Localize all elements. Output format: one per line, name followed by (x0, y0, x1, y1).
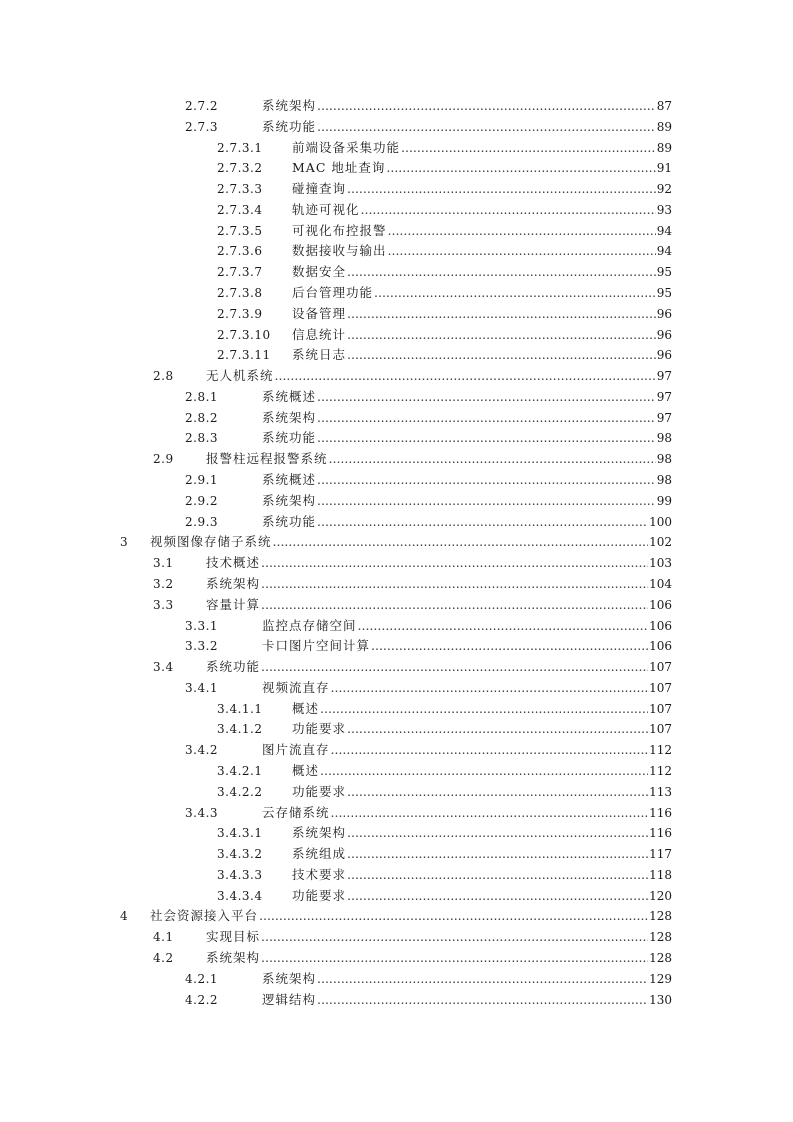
toc-entry-2-8[interactable] (0, 366, 793, 386)
dot-leader (347, 865, 648, 885)
toc-entry-page: 96 (656, 348, 672, 363)
toc-entry-title: 云存储系统 (262, 804, 330, 820)
toc-entry-body (206, 574, 672, 594)
toc-entry-3-1[interactable] (0, 553, 793, 573)
toc-entry-page: 128 (649, 950, 672, 965)
toc-entry-title: 数据安全 (292, 264, 347, 280)
toc-entry-body (150, 532, 672, 552)
dot-leader (347, 782, 648, 802)
toc-entry-page: 112 (649, 743, 672, 758)
toc-entry-number: 3 (120, 535, 129, 550)
toc-entry-2-7-3-5[interactable] (0, 221, 793, 241)
toc-entry-body (262, 491, 672, 511)
dot-leader (317, 387, 656, 407)
toc-entry-title: 系统概述 (262, 472, 317, 488)
toc-entry-body (206, 927, 672, 947)
toc-entry-3-4-1-1[interactable] (0, 699, 793, 719)
toc-entry-body (262, 740, 672, 760)
toc-entry-4-2-2[interactable] (0, 990, 793, 1010)
toc-entry-page: 87 (656, 99, 672, 113)
toc-entry-2-8-2[interactable] (0, 408, 793, 428)
toc-entry-3-4-3-1[interactable] (0, 823, 793, 843)
toc-entry-body (292, 221, 672, 241)
toc-entry-page: 95 (656, 286, 672, 301)
toc-entry-page: 107 (649, 722, 672, 737)
dot-leader (317, 96, 656, 116)
dot-leader (261, 927, 648, 947)
toc-entry-title: 技术概述 (206, 555, 261, 571)
dot-leader (317, 408, 656, 428)
dot-leader (401, 138, 656, 158)
toc-entry-body (206, 657, 672, 677)
toc-entry-page: 128 (649, 930, 672, 945)
toc-entry-number: 3.4.1.2 (217, 722, 263, 737)
toc-entry-number: 2.7.3.10 (217, 327, 271, 342)
toc-entry-body (262, 470, 672, 490)
toc-entry-2-9-1[interactable] (0, 470, 793, 490)
toc-entry-page: 92 (656, 182, 672, 197)
toc-entry-page: 107 (649, 660, 672, 675)
dot-leader (261, 595, 648, 615)
toc-entry-3-3[interactable] (0, 595, 793, 615)
toc-entry-number: 4 (120, 909, 129, 924)
toc-entry-title: 系统架构 (262, 492, 317, 508)
toc-entry-3-4-1-2[interactable] (0, 719, 793, 739)
toc-entry-page: 104 (649, 576, 672, 591)
toc-entry-3-3-2[interactable] (0, 636, 793, 656)
toc-entry-body (292, 823, 672, 843)
toc-entry-body (262, 512, 672, 532)
dot-leader (329, 449, 656, 469)
toc-entry-number: 2.8.2 (185, 410, 219, 425)
toc-entry-number: 3.4.2 (185, 743, 219, 758)
toc-entry-3-4-2[interactable] (0, 740, 793, 760)
toc-entry-number: 2.7.3.8 (217, 286, 263, 301)
toc-entry-body (292, 865, 672, 885)
toc-entry-number: 4.2.1 (185, 971, 219, 986)
toc-entry-body (262, 96, 672, 116)
dot-leader (347, 345, 656, 365)
toc-entry-number: 3.4.3.2 (217, 847, 263, 862)
toc-entry-title: 数据接收与输出 (292, 243, 387, 259)
toc-entry-number: 2.9.2 (185, 493, 219, 508)
toc-entry-page: 117 (649, 847, 672, 862)
dot-leader (331, 740, 649, 760)
toc-entry-body (206, 553, 672, 573)
toc-entry-number: 2.8 (153, 369, 174, 384)
toc-entry-page: 130 (649, 992, 672, 1007)
toc-entry-page: 89 (656, 140, 672, 155)
toc-entry-body (292, 138, 672, 158)
toc-entry-page: 94 (656, 244, 672, 259)
dot-leader (331, 803, 649, 823)
toc-entry-3-4-3-2[interactable] (0, 844, 793, 864)
toc-entry-3-4-3-4[interactable] (0, 886, 793, 906)
toc-entry-number: 2.9.1 (185, 473, 219, 488)
toc-entry-2-7-3-8[interactable] (0, 283, 793, 303)
toc-entry-number: 2.7.3.5 (217, 223, 263, 238)
toc-entry-body (292, 345, 672, 365)
dot-leader (371, 636, 648, 656)
dot-leader (388, 241, 656, 261)
toc-entry-title: 视频流直存 (262, 679, 330, 695)
toc-entry-body (292, 262, 672, 282)
toc-entry-page: 107 (649, 701, 672, 716)
toc-entry-number: 3.3.2 (185, 639, 219, 654)
toc-entry-page: 100 (649, 514, 672, 529)
toc-entry-body (292, 283, 672, 303)
toc-entry-body (292, 782, 672, 802)
toc-entry-body (150, 906, 672, 926)
toc-entry-title: 实现目标 (206, 929, 261, 945)
toc-entry-title: 系统架构 (262, 409, 317, 425)
dot-leader (317, 428, 656, 448)
toc-entry-number: 3.4.2.2 (217, 784, 263, 799)
toc-entry-page: 113 (649, 784, 672, 799)
toc-entry-page: 95 (656, 265, 672, 280)
toc-entry-number: 3.3.1 (185, 618, 219, 633)
toc-entry-number: 2.7.3.9 (217, 306, 263, 321)
toc-entry-page: 106 (649, 618, 672, 633)
toc-entry-body (262, 616, 672, 636)
dot-leader (361, 200, 656, 220)
toc-entry-body (292, 886, 672, 906)
toc-entry-2-7-3-4[interactable] (0, 200, 793, 220)
toc-entry-body (262, 803, 672, 823)
toc-entry-number: 3.4.1 (185, 680, 219, 695)
toc-entry-page: 96 (656, 306, 672, 321)
toc-entry-page: 112 (649, 763, 672, 778)
toc-entry-3-4-3-3[interactable] (0, 865, 793, 885)
toc-entry-page: 102 (649, 535, 672, 550)
toc-entry-page: 94 (656, 223, 672, 238)
dot-leader (347, 844, 648, 864)
toc-entry-number: 3.4.3.3 (217, 867, 263, 882)
dot-leader (261, 553, 648, 573)
toc-entry-number: 3.4.2.1 (217, 763, 263, 778)
toc-entry-title: 功能要求 (292, 783, 347, 799)
toc-entry-body (262, 428, 672, 448)
toc-entry-page: 99 (656, 493, 672, 508)
toc-entry-body (292, 699, 672, 719)
toc-entry-3-4-2-1[interactable] (0, 761, 793, 781)
toc-entry-2-7-3-2[interactable] (0, 158, 793, 178)
toc-entry-body (262, 117, 672, 137)
toc-entry-body (292, 325, 672, 345)
toc-entry-number: 2.7.3.6 (217, 244, 263, 259)
toc-entry-title: 逻辑结构 (262, 991, 317, 1007)
toc-entry-number: 2.7.3.11 (217, 348, 271, 363)
toc-entry-number: 4.2 (153, 950, 174, 965)
toc-entry-4-1[interactable] (0, 927, 793, 947)
toc-entry-title: 概述 (292, 700, 320, 716)
dot-leader (320, 699, 648, 719)
dot-leader (388, 221, 656, 241)
toc-entry-title: 系统功能 (206, 659, 261, 675)
toc-entry-number: 4.2.2 (185, 992, 219, 1007)
toc-entry-body (292, 241, 672, 261)
toc-entry-2-9[interactable] (0, 449, 793, 469)
toc-entry-title: 系统架构 (292, 825, 347, 841)
toc-entry-title: 系统架构 (206, 575, 261, 591)
toc-entry-page: 91 (656, 161, 672, 176)
toc-entry-3-3-1[interactable] (0, 616, 793, 636)
toc-entry-body (292, 200, 672, 220)
toc-entry-title: 功能要求 (292, 887, 347, 903)
toc-entry-page: 106 (649, 597, 672, 612)
toc-entry-number: 3.4.3.1 (217, 826, 263, 841)
toc-entry-3-4-3[interactable] (0, 803, 793, 823)
toc-entry-title: 信息统计 (292, 326, 347, 342)
toc-entry-2-7-3-9[interactable] (0, 304, 793, 324)
toc-entry-page: 97 (656, 369, 672, 384)
toc-entry-number: 3.4.3 (185, 805, 219, 820)
toc-entry-title: 概述 (292, 762, 320, 778)
toc-entry-title: 视频图像存储子系统 (150, 534, 272, 550)
dot-leader (317, 491, 656, 511)
toc-entry-page: 93 (656, 202, 672, 217)
toc-entry-2-7-3-6[interactable] (0, 241, 793, 261)
toc-entry-2-8-1[interactable] (0, 387, 793, 407)
toc-entry-page: 89 (656, 119, 672, 134)
dot-leader (317, 990, 648, 1010)
toc-entry-2-7-3-7[interactable] (0, 262, 793, 282)
toc-entry-number: 4.1 (153, 930, 174, 945)
dot-leader (261, 574, 648, 594)
toc-entry-title: MAC 地址查询 (292, 160, 386, 176)
toc-entry-title: 系统架构 (262, 970, 317, 986)
dot-leader (374, 283, 656, 303)
toc-entry-body (262, 969, 672, 989)
toc-entry-body (292, 719, 672, 739)
toc-entry-title: 无人机系统 (206, 368, 274, 384)
toc-entry-3-4-2-2[interactable] (0, 782, 793, 802)
toc-entry-number: 2.7.3.7 (217, 265, 263, 280)
toc-entry-title: 图片流直存 (262, 742, 330, 758)
toc-entry-page: 98 (656, 431, 672, 446)
dot-leader (275, 366, 656, 386)
toc-entry-2-7-2[interactable] (0, 96, 793, 116)
toc-entry-2-7-3-11[interactable] (0, 345, 793, 365)
toc-entry-3[interactable] (0, 532, 793, 552)
toc-entry-number: 2.8.1 (185, 389, 219, 404)
toc-entry-title: 监控点存储空间 (262, 617, 357, 633)
dot-leader (317, 470, 656, 490)
dot-leader (273, 532, 649, 552)
toc-entry-title: 碰撞查询 (292, 181, 347, 197)
toc-entry-number: 2.7.3.3 (217, 182, 263, 197)
toc-entry-page: 98 (656, 452, 672, 467)
dot-leader (317, 117, 656, 137)
toc-entry-title: 系统功能 (262, 430, 317, 446)
toc-entry-page: 118 (649, 867, 672, 882)
toc-entry-title: 系统组成 (292, 846, 347, 862)
toc-entry-page: 129 (649, 971, 672, 986)
toc-entry-page: 116 (649, 805, 672, 820)
toc-entry-number: 2.7.3 (185, 119, 219, 134)
dot-leader (347, 823, 648, 843)
toc-entry-title: 容量计算 (206, 596, 261, 612)
toc-entry-body (206, 595, 672, 615)
toc-entry-title: 功能要求 (292, 721, 347, 737)
toc-entry-page: 96 (656, 327, 672, 342)
toc-entry-2-9-2[interactable] (0, 491, 793, 511)
toc-entry-body (292, 304, 672, 324)
toc-entry-page: 120 (649, 888, 672, 903)
dot-leader (358, 616, 649, 636)
dot-leader (347, 179, 656, 199)
toc-entry-page: 103 (649, 556, 672, 571)
toc-entry-title: 系统架构 (262, 98, 317, 113)
toc-entry-4-2-1[interactable] (0, 969, 793, 989)
toc-entry-3-2[interactable] (0, 574, 793, 594)
toc-entry-title: 系统日志 (292, 347, 347, 363)
toc-entry-title: 后台管理功能 (292, 285, 374, 301)
toc-entry-number: 3.1 (153, 556, 174, 571)
toc-entry-title: 设备管理 (292, 305, 347, 321)
toc-entry-body (262, 678, 672, 698)
dot-leader (347, 304, 656, 324)
dot-leader (347, 719, 648, 739)
toc-entry-page: 98 (656, 473, 672, 488)
toc-entry-number: 2.7.2 (185, 99, 219, 113)
toc-entry-4[interactable] (0, 906, 793, 926)
toc-entry-3-4[interactable] (0, 657, 793, 677)
toc-entry-body (262, 636, 672, 656)
toc-entry-body (262, 990, 672, 1010)
toc-entry-body (292, 158, 672, 178)
toc-entry-title: 系统概述 (262, 388, 317, 404)
toc-entry-title: 系统功能 (262, 118, 317, 134)
toc-entry-title: 可视化布控报警 (292, 222, 387, 238)
toc-entry-body (292, 844, 672, 864)
dot-leader (261, 948, 648, 968)
toc-entry-title: 系统功能 (262, 513, 317, 529)
toc-entry-title: 前端设备采集功能 (292, 139, 401, 155)
toc-entry-number: 3.4.3.4 (217, 888, 263, 903)
toc-entry-number: 3.4 (153, 660, 174, 675)
dot-leader (317, 969, 648, 989)
toc-entry-page: 107 (649, 680, 672, 695)
toc-entry-page: 97 (656, 389, 672, 404)
toc-entry-number: 2.9.3 (185, 514, 219, 529)
dot-leader (347, 262, 656, 282)
toc-entry-number: 2.8.3 (185, 431, 219, 446)
toc-entry-body (206, 366, 672, 386)
toc-entry-2-7-3-10[interactable] (0, 325, 793, 345)
dot-leader (317, 512, 648, 532)
toc-entry-title: 轨迹可视化 (292, 201, 360, 217)
toc-entry-page: 116 (649, 826, 672, 841)
toc-entry-page: 97 (656, 410, 672, 425)
dot-leader (261, 657, 648, 677)
toc-entry-body (262, 408, 672, 428)
toc-entry-title: 报警柱远程报警系统 (206, 451, 328, 467)
toc-entry-number: 3.3 (153, 597, 174, 612)
toc-entry-body (262, 387, 672, 407)
toc-entry-2-7-3-3[interactable] (0, 179, 793, 199)
toc-entry-title: 卡口图片空间计算 (262, 638, 371, 654)
toc-entry-2-7-3-1[interactable] (0, 138, 793, 158)
dot-leader (386, 158, 655, 178)
toc-entry-2-8-3[interactable] (0, 428, 793, 448)
toc-entry-body (292, 761, 672, 781)
dot-leader (347, 886, 648, 906)
toc-entry-number: 2.7.3.2 (217, 161, 263, 176)
dot-leader (347, 325, 656, 345)
toc-entry-body (292, 179, 672, 199)
toc-entry-4-2[interactable] (0, 948, 793, 968)
toc-entry-page: 128 (649, 909, 672, 924)
toc-entry-title: 社会资源接入平台 (150, 908, 259, 924)
toc-entry-number: 2.9 (153, 452, 174, 467)
toc-entry-body (206, 948, 672, 968)
toc-entry-number: 2.7.3.4 (217, 202, 263, 217)
toc-entry-number: 3.2 (153, 576, 174, 591)
toc-entry-title: 技术要求 (292, 866, 347, 882)
toc-entry-2-9-3[interactable] (0, 512, 793, 532)
toc-entry-number: 2.7.3.1 (217, 140, 263, 155)
dot-leader (331, 678, 649, 698)
toc-entry-number: 3.4.1.1 (217, 701, 263, 716)
toc-entry-body (206, 449, 672, 469)
toc-entry-3-4-1[interactable] (0, 678, 793, 698)
dot-leader (320, 761, 648, 781)
dot-leader (259, 906, 648, 926)
toc-entry-title: 系统架构 (206, 949, 261, 965)
toc-entry-2-7-3[interactable] (0, 117, 793, 137)
toc-entry-page: 106 (649, 639, 672, 654)
